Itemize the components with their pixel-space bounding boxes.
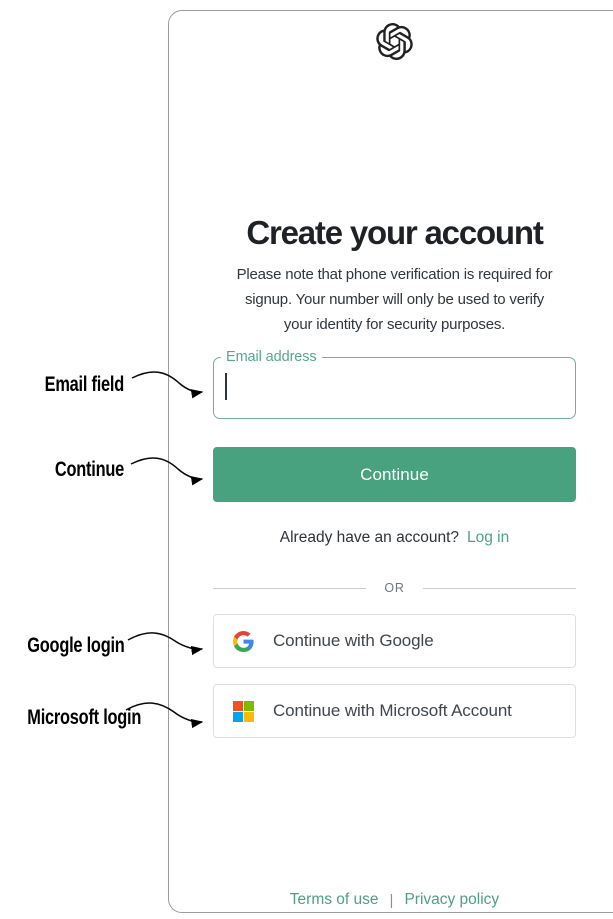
- google-button-label: Continue with Google: [273, 631, 434, 650]
- footer-links: [173, 891, 613, 909]
- signup-panel: [168, 10, 613, 913]
- annotation-label-email-field: Email field: [44, 373, 124, 396]
- continue-button[interactable]: Continue: [213, 447, 576, 502]
- google-login-button[interactable]: [213, 614, 576, 668]
- signup-content: [213, 11, 576, 912]
- openai-logo-icon: [376, 23, 413, 60]
- text-caret: [225, 373, 227, 400]
- or-divider: [213, 580, 576, 596]
- annotation-label-continue: Continue: [54, 458, 124, 481]
- email-field[interactable]: [213, 349, 576, 419]
- microsoft-icon: [233, 701, 254, 722]
- email-field-label: Email address: [221, 349, 322, 366]
- page-title: Create your account: [246, 214, 543, 251]
- divider-line-right: [423, 588, 576, 589]
- terms-of-use-link[interactable]: Terms of use: [289, 891, 379, 908]
- divider-line-left: [213, 588, 366, 589]
- email-input[interactable]: [224, 366, 559, 410]
- google-icon: [233, 631, 254, 652]
- annotation-label-microsoft-login: Microsoft login: [27, 706, 142, 729]
- login-prompt-row: [173, 529, 613, 547]
- login-prompt-text: Already have an account?: [279, 529, 459, 546]
- note-line-3: your identity for security purposes.: [283, 316, 506, 333]
- microsoft-login-button[interactable]: [213, 684, 576, 738]
- privacy-policy-link[interactable]: Privacy policy: [404, 891, 500, 908]
- microsoft-button-label: Continue with Microsoft Account: [273, 701, 512, 720]
- note-line-2: signup. Your number will only be used to verify: [244, 291, 545, 308]
- phone-verification-note: [173, 262, 613, 337]
- log-in-link[interactable]: Log in: [467, 529, 510, 546]
- divider-label: OR: [384, 581, 405, 595]
- annotation-label-google-login: Google login: [27, 634, 125, 657]
- note-line-1: Please note that phone verification is required for: [236, 266, 553, 283]
- footer-separator: |: [389, 891, 394, 909]
